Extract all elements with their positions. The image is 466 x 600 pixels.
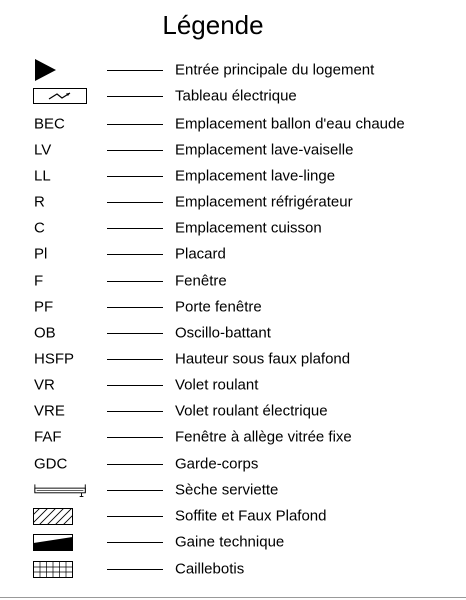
legend-code: Pl — [34, 245, 48, 263]
legend-item — [0, 268, 466, 294]
legend-item — [0, 346, 466, 372]
leader-line — [107, 176, 163, 177]
legend-label: Sèche serviette — [175, 481, 279, 499]
leader-line — [107, 96, 163, 97]
legend-item — [0, 503, 466, 529]
legend-item — [0, 215, 466, 241]
leader-line — [107, 281, 163, 282]
leader-line — [107, 359, 163, 360]
legend-item — [0, 241, 466, 267]
legend-code: VRE — [34, 402, 65, 420]
grating-icon — [33, 559, 89, 579]
legend-item — [0, 451, 466, 477]
legend-code: BEC — [34, 115, 65, 133]
legend-item — [0, 320, 466, 346]
legend-item — [0, 556, 466, 582]
legend-label: Entrée principale du logement — [175, 61, 375, 79]
legend-item — [0, 111, 466, 137]
legend-label: Soffite et Faux Plafond — [175, 507, 327, 525]
leader-line — [107, 124, 163, 125]
legend-label: Porte fenêtre — [175, 298, 262, 316]
leader-line — [107, 464, 163, 465]
leader-line — [107, 411, 163, 412]
bottom-divider — [0, 597, 466, 598]
leader-line — [107, 542, 163, 543]
legend-code: HSFP — [34, 350, 75, 368]
legend-code: LV — [34, 141, 52, 159]
legend-item — [0, 163, 466, 189]
leader-line — [107, 333, 163, 334]
legend-item — [0, 137, 466, 163]
legend-label: Emplacement ballon d'eau chaude — [175, 115, 405, 133]
leader-line — [107, 437, 163, 438]
legend-item — [0, 372, 466, 398]
legend-item — [0, 398, 466, 424]
leader-line — [107, 490, 163, 491]
legend-code: LL — [34, 167, 51, 185]
legend-item — [0, 424, 466, 450]
legend-code: R — [34, 193, 45, 211]
legend-label: Volet roulant électrique — [175, 402, 328, 420]
legend-item — [0, 189, 466, 215]
legend-label: Oscillo-battant — [175, 324, 271, 342]
legend-label: Fenêtre — [175, 272, 227, 290]
legend-label: Emplacement réfrigérateur — [175, 193, 353, 211]
towel-dryer-icon — [33, 480, 89, 500]
hatched-box-icon — [33, 506, 89, 526]
leader-line — [107, 70, 163, 71]
legend-label: Caillebotis — [175, 560, 245, 578]
legend-label: Volet roulant — [175, 376, 259, 394]
legend-label: Garde-corps — [175, 455, 259, 473]
legend-code: C — [34, 219, 45, 237]
legend-code: GDC — [34, 455, 68, 473]
legend-label: Emplacement cuisson — [175, 219, 322, 237]
legend-item — [0, 294, 466, 320]
leader-line — [107, 150, 163, 151]
legend-label: Emplacement lave-linge — [175, 167, 336, 185]
leader-line — [107, 202, 163, 203]
legend-item — [0, 529, 466, 555]
legend-label: Placard — [175, 245, 226, 263]
leader-line — [107, 228, 163, 229]
legend-code: F — [34, 272, 44, 290]
technical-duct-icon — [33, 532, 89, 552]
leader-line — [107, 254, 163, 255]
legend-label: Fenêtre à allège vitrée fixe — [175, 428, 352, 446]
legend-title: Légende — [162, 10, 264, 40]
legend-code: OB — [34, 324, 56, 342]
legend-code: FAF — [34, 428, 62, 446]
electrical-panel-icon — [33, 86, 89, 106]
legend-label: Hauteur sous faux plafond — [175, 350, 351, 368]
legend-label: Gaine technique — [175, 533, 285, 551]
leader-line — [107, 569, 163, 570]
legend-item — [0, 477, 466, 503]
leader-line — [107, 307, 163, 308]
leader-line — [107, 385, 163, 386]
play-triangle-icon — [33, 60, 89, 80]
legend-label: Tableau électrique — [175, 87, 297, 105]
leader-line — [107, 516, 163, 517]
legend-item — [0, 83, 466, 109]
legend-item — [0, 57, 466, 83]
legend-label: Emplacement lave-vaiselle — [175, 141, 354, 159]
legend-code: VR — [34, 376, 55, 394]
legend-code: PF — [34, 298, 54, 316]
